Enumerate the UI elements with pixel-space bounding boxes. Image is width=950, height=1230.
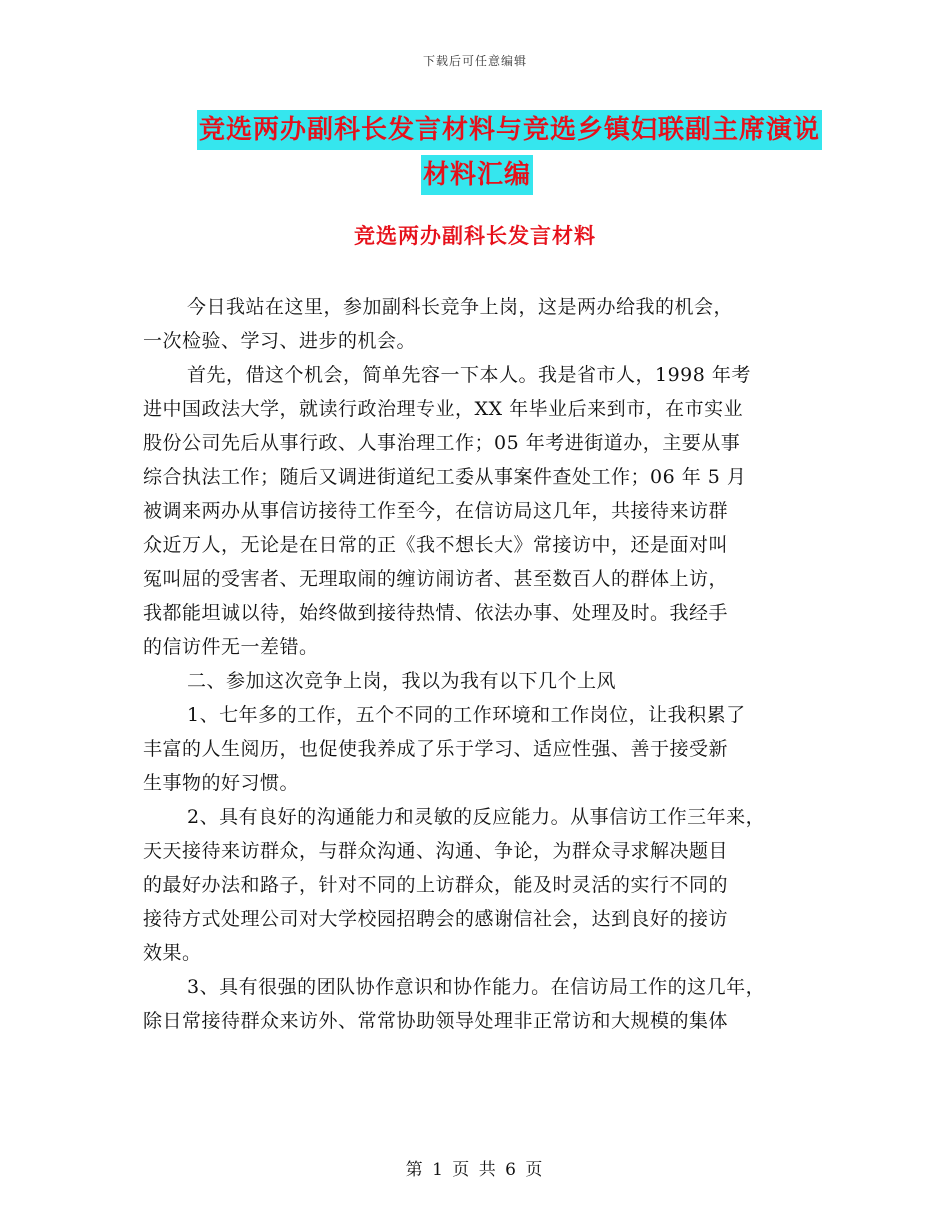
text-line: 3、具有很强的团队协作意识和协作能力。在信访局工作的这几年， — [187, 976, 766, 998]
text-line: 除日常接待群众来访外、常常协助领导处理非正常访和大规模的集体 — [143, 1010, 729, 1032]
text-line: 首先，借这个机会，简单先容一下本人。我是省市人，1998 年考 — [187, 364, 751, 386]
text-line: 丰富的人生阅历，也促使我养成了乐于学习、适应性强、善于接受新 — [143, 738, 729, 760]
text-line: 接待方式处理公司对大学校园招聘会的感谢信社会，达到良好的接访 — [143, 908, 729, 930]
page-footer: 第 1 页 共 6 页 — [405, 1160, 545, 1180]
text-line: 众近万人，无论是在日常的正《我不想长大》常接访中，还是面对叫 — [143, 534, 729, 556]
text-line: 1、七年多的工作，五个不同的工作环境和工作岗位，让我积累了 — [187, 704, 746, 726]
text-line: 今日我站在这里，参加副科长竞争上岗，这是两办给我的机会， — [187, 296, 734, 318]
text-line: 股份公司先后从事行政、人事治理工作；05 年考进街道办，主要从事 — [143, 432, 741, 454]
text-line: 综合执法工作；随后又调进街道纪工委从事案件查处工作；06 年 5 月 — [143, 466, 747, 488]
text-line: 2、具有良好的沟通能力和灵敏的反应能力。从事信访工作三年来， — [187, 806, 766, 828]
text-line: 一次检验、学习、进步的机会。 — [143, 330, 417, 352]
title-line-2: 材料汇编 — [421, 155, 533, 195]
text-line: 的信访件无一差错。 — [143, 636, 319, 658]
text-line: 我都能坦诚以待，始终做到接待热情、依法办事、处理及时。我经手 — [143, 602, 729, 624]
text-line: 天天接待来访群众，与群众沟通、沟通、争论，为群众寻求解决题目 — [143, 840, 729, 862]
section-title: 竞选两办副科长发言材料 — [354, 223, 596, 248]
text-line: 被调来两办从事信访接待工作至今，在信访局这几年，共接待来访群 — [143, 500, 729, 522]
text-line: 效果。 — [143, 942, 202, 964]
text-line: 二、参加这次竞争上岗，我以为我有以下几个上风 — [187, 670, 617, 692]
text-line: 生事物的好习惯。 — [143, 772, 300, 794]
text-line: 冤叫屈的受害者、无理取闹的缠访闹访者、甚至数百人的群体上访， — [143, 568, 729, 590]
text-line: 的最好办法和路子，针对不同的上访群众，能及时灵活的实行不同的 — [143, 874, 729, 896]
text-line: 进中国政法大学，就读行政治理专业，XX 年毕业后来到市，在市实业 — [143, 398, 744, 420]
body-text — [143, 290, 833, 1038]
header-note: 下载后可任意编辑 — [422, 54, 527, 68]
title-line-1: 竞选两办副科长发言材料与竞选乡镇妇联副主席演说 — [197, 110, 822, 150]
